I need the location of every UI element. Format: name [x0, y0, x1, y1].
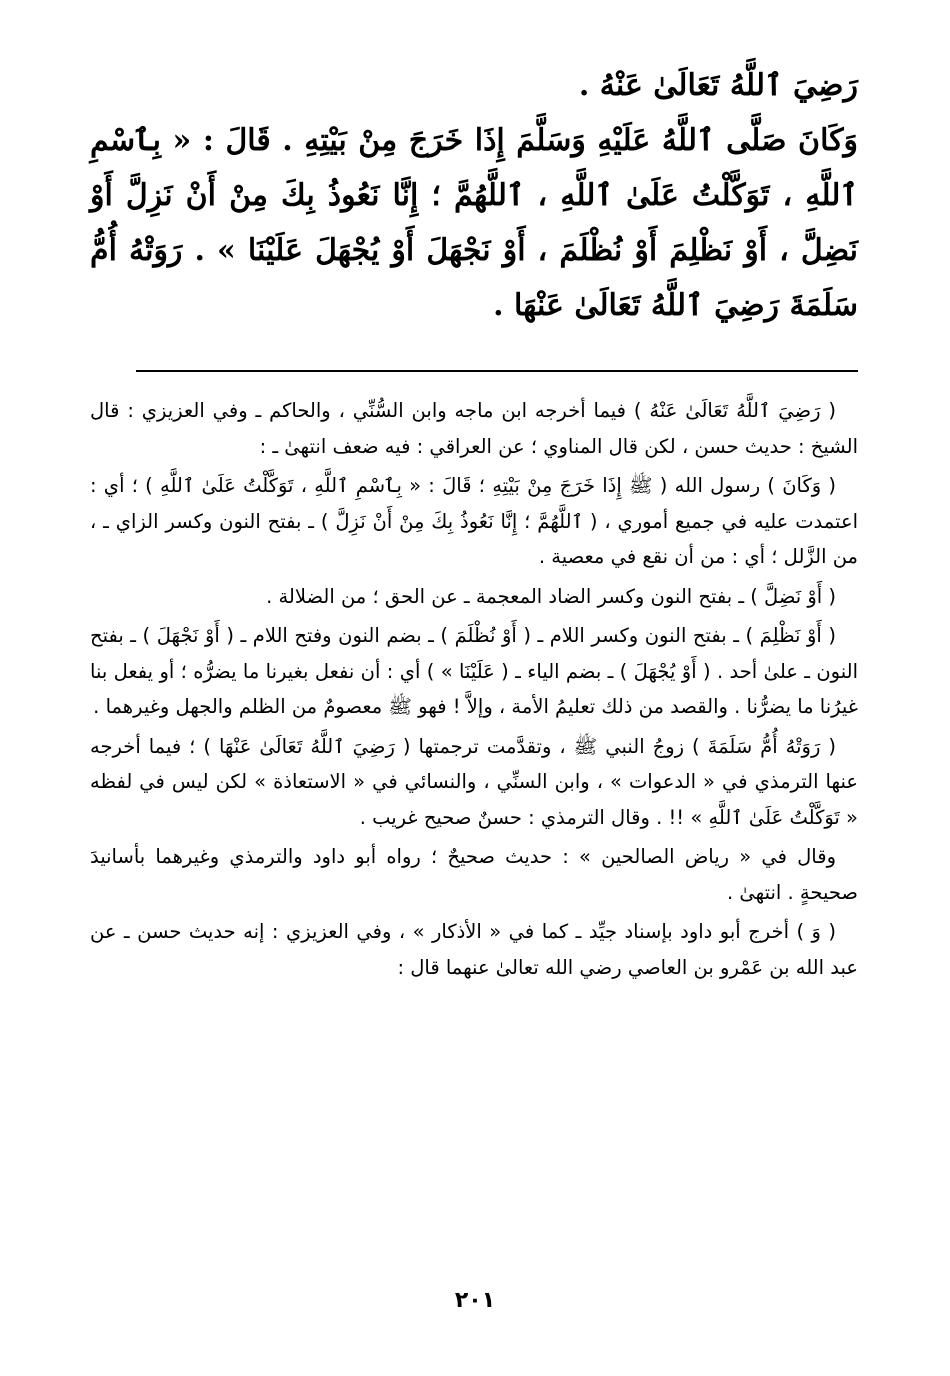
commentary-paragraph: وقال في « رياض الصالحين » : حديث صحيحٌ ؛ رواه أبو داود والترمذي وغيرهما بأسانيدَ صحيحةٍ . انتهىٰ .: [90, 845, 858, 904]
commentary-paragraph: ( رَوَتْهُ أُمُّ سَلَمَةَ ) زوجُ النبي ﷺ ، وتقدَّمت ترجمتها ( رَضِيَ ٱللَّهُ تَعَالَىٰ عَنْهَا ) ؛ فيما أخرجه عنها الترمذي في « الدعوات » ، وابن السنِّي ، والنسائي في « الاستعاذة » لكن ليس في لفظه « تَوَكَّلْتُ عَلَىٰ ٱللَّهِ » !! . وقال الترمذي : حسنٌ صحيح غريب .: [90, 734, 858, 829]
footnote-divider: [136, 370, 858, 372]
main-paragraph: رَضِيَ ٱللَّهُ تَعَالَىٰ عَنْهُ .: [578, 68, 858, 103]
commentary-paragraph: ( أَوْ نَضِلَّ ) ـ بفتح النون وكسر الضاد المعجمة ـ عن الحق ؛ من الضلالة .: [266, 584, 836, 608]
commentary-text: [90, 393, 858, 989]
commentary-paragraph: ( وَكَانَ ) رسول الله ( ﷺ إِذَا خَرَجَ مِنْ بَيْتِهِ ؛ قَالَ : « بِٱسْمِ ٱللَّهِ ، تَوَكَّلْتُ عَلَىٰ ٱللَّهِ ) ؛ أي : اعتمدت عليه في جميع أموري ، ( ٱللَّهُمَّ ؛ إِنَّا نَعُوذُ بِكَ مِنْ أَنْ نَزِلَّ ) ـ بفتح النون وكسر الزاي ـ ، من الزَّلل ؛ أي : من أن نقع في معصية .: [90, 474, 858, 568]
commentary-paragraph: ( أَوْ نَظْلِمَ ) ـ بفتح النون وكسر اللام ـ ( أَوْ نُظْلَمَ ) ـ بضم النون وفتح اللام ـ ( أَوْ نَجْهَلَ ) ـ بفتح النون ـ علىٰ أحد . ( أَوْ يُجْهَلَ ) ـ بضم الياء ـ ( عَلَيْنَا » ) أي : أن نفعل بغيرنا ما يضرُّه ؛ أو يفعل بنا غيرُنا ما يضرُّنا . والقصد من ذلك تعليمُ الأمة ، وإلاَّ ! فهو ﷺ معصومٌ من الظلم والجهل وغيرهما .: [90, 624, 858, 718]
commentary-paragraph: ( رَضِيَ ٱللَّهُ تَعَالَىٰ عَنْهُ ) فيما أخرجه ابن ماجه وابن السُّنِّي ، والحاكم ـ وفي العزيزي : قال الشيخ : حديث حسن ، لكن قال المناوي ؛ عن العراقي : فيه ضعف انتهىٰ ـ :: [90, 399, 858, 458]
main-hadith-text: [90, 58, 858, 333]
main-paragraph: وَكَانَ صَلَّى ٱللَّهُ عَلَيْهِ وَسَلَّمَ إِذَا خَرَجَ مِنْ بَيْتِهِ . قَالَ : « بِٱسْمِ ٱللَّهِ ، تَوَكَّلْتُ عَلَىٰ ٱللَّهِ ، ٱللَّهُمَّ ؛ إِنَّا نَعُوذُ بِكَ مِنْ أَنْ نَزِلَّ أَوْ نَضِلَّ ، أَوْ نَظْلِمَ أَوْ نُظْلَمَ ، أَوْ نَجْهَلَ أَوْ يُجْهَلَ عَلَيْنَا » . رَوَتْهُ أُمُّ سَلَمَةَ رَضِيَ ٱللَّهُ تَعَالَىٰ عَنْهَا .: [90, 123, 858, 323]
page-number: ٢٠١: [454, 1288, 496, 1313]
commentary-paragraph: ( وَ ) أخرج أبو داود بإسناد جيِّد ـ كما في « الأذكار » ، وفي العزيزي : إنه حديث حسن ـ عن عبد الله بن عَمْرو بن العاصي رضي الله تعالىٰ عنهما قال :: [90, 920, 858, 979]
